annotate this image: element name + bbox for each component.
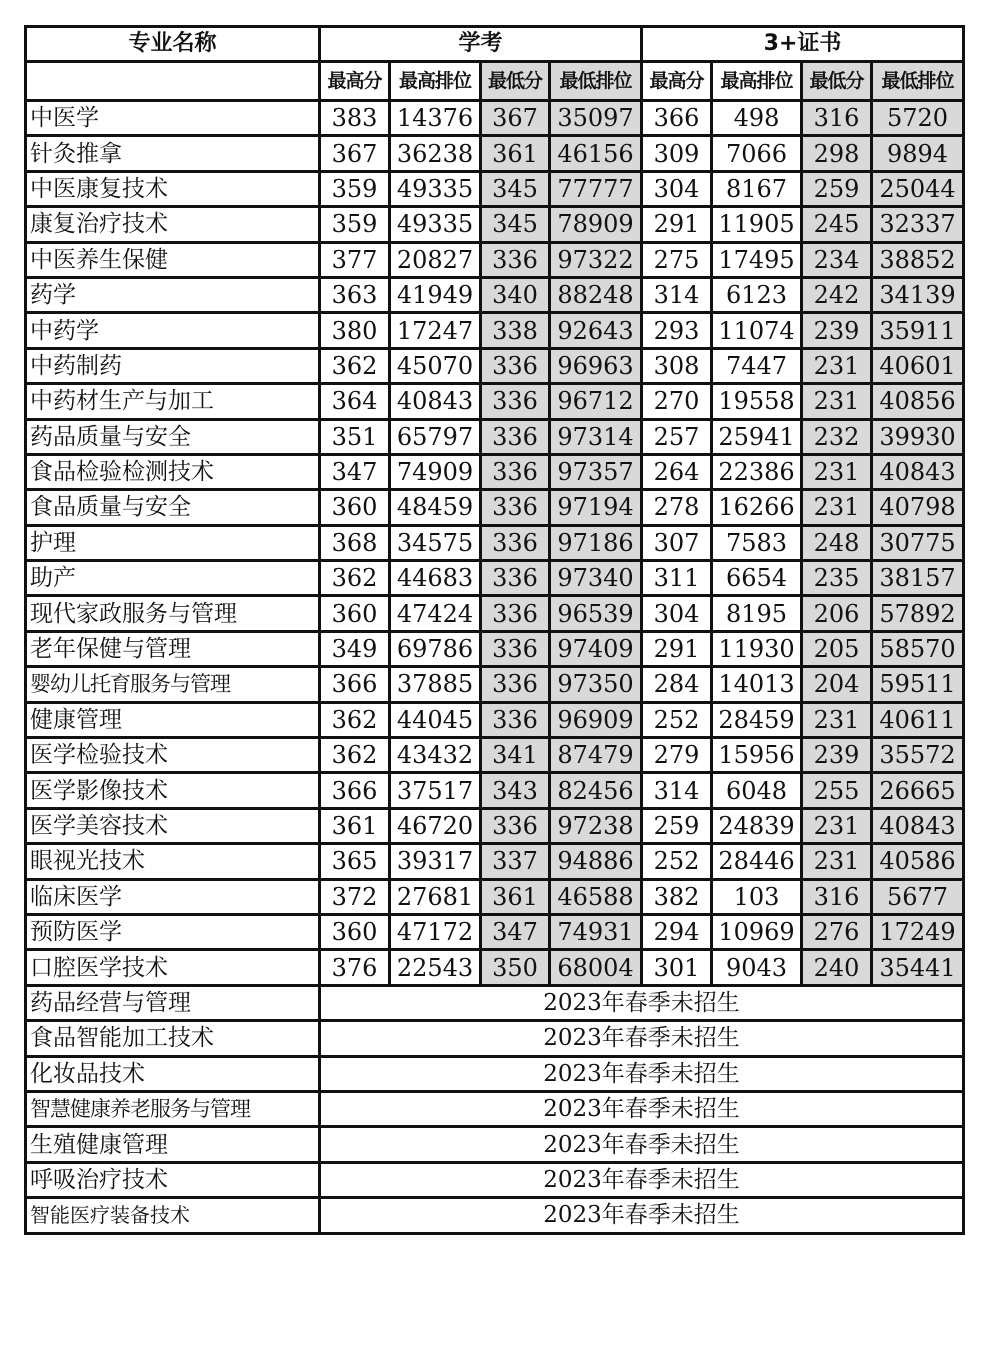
xk-max-score-cell: 377 (320, 242, 390, 277)
zs-max-rank-cell: 28459 (712, 702, 802, 737)
zs-min-rank-cell: 40843 (872, 808, 964, 843)
xk-max-score-cell: 372 (320, 879, 390, 914)
table-row-not-enrolled (26, 1162, 964, 1197)
table-row (26, 384, 964, 419)
major-name-cell: 医学影像技术 (26, 773, 320, 808)
zs-max-rank-cell: 28446 (712, 844, 802, 879)
xk-max-rank-cell: 49335 (390, 207, 481, 242)
xk-max-score-cell: 360 (320, 914, 390, 949)
xk-min-score-cell: 345 (481, 171, 550, 206)
zs-max-rank-cell: 17495 (712, 242, 802, 277)
xk-min-score-cell: 340 (481, 277, 550, 312)
header-xk-min-score: 最低分 (481, 62, 550, 101)
zs-min-score-cell: 231 (802, 844, 872, 879)
zs-min-score-cell: 239 (802, 738, 872, 773)
xk-max-score-cell: 365 (320, 844, 390, 879)
header-xk-min-rank: 最低排位 (550, 62, 642, 101)
zs-max-score-cell: 293 (642, 313, 712, 348)
table-row-not-enrolled (26, 1021, 964, 1056)
zs-max-score-cell: 314 (642, 277, 712, 312)
header-group-3plus-certificate: 3+证书 (642, 27, 964, 62)
xk-max-rank-cell: 43432 (390, 738, 481, 773)
zs-min-rank-cell: 17249 (872, 914, 964, 949)
zs-min-score-cell: 235 (802, 561, 872, 596)
xk-min-rank-cell: 77777 (550, 171, 642, 206)
header-zs-min-rank: 最低排位 (872, 62, 964, 101)
xk-max-rank-cell: 39317 (390, 844, 481, 879)
xk-min-rank-cell: 97357 (550, 454, 642, 489)
xk-min-rank-cell: 97409 (550, 631, 642, 666)
major-name-cell: 婴幼儿托育服务与管理 (26, 667, 320, 702)
zs-max-rank-cell: 10969 (712, 914, 802, 949)
xk-min-score-cell: 336 (481, 561, 550, 596)
zs-min-score-cell: 248 (802, 525, 872, 560)
zs-min-score-cell: 316 (802, 879, 872, 914)
major-name-cell: 助产 (26, 561, 320, 596)
xk-max-score-cell: 349 (320, 631, 390, 666)
major-name-cell: 中医学 (26, 101, 320, 136)
zs-max-score-cell: 311 (642, 561, 712, 596)
xk-max-rank-cell: 34575 (390, 525, 481, 560)
table-row (26, 171, 964, 206)
table-row-not-enrolled (26, 1198, 964, 1233)
zs-max-score-cell: 264 (642, 454, 712, 489)
xk-min-rank-cell: 96539 (550, 596, 642, 631)
header-zs-min-score: 最低分 (802, 62, 872, 101)
zs-max-rank-cell: 7447 (712, 348, 802, 383)
table-row (26, 596, 964, 631)
zs-min-rank-cell: 58570 (872, 631, 964, 666)
xk-min-rank-cell: 96963 (550, 348, 642, 383)
xk-min-rank-cell: 92643 (550, 313, 642, 348)
xk-min-score-cell: 336 (481, 242, 550, 277)
admission-score-table (24, 25, 965, 1235)
zs-max-score-cell: 304 (642, 596, 712, 631)
zs-max-score-cell: 366 (642, 101, 712, 136)
zs-max-score-cell: 382 (642, 879, 712, 914)
zs-min-score-cell: 234 (802, 242, 872, 277)
zs-max-rank-cell: 11930 (712, 631, 802, 666)
zs-min-rank-cell: 39930 (872, 419, 964, 454)
table-row-not-enrolled (26, 985, 964, 1020)
zs-max-rank-cell: 22386 (712, 454, 802, 489)
xk-min-score-cell: 336 (481, 596, 550, 631)
major-name-cell: 药学 (26, 277, 320, 312)
xk-min-rank-cell: 97194 (550, 490, 642, 525)
xk-max-rank-cell: 37885 (390, 667, 481, 702)
zs-max-rank-cell: 11905 (712, 207, 802, 242)
xk-min-score-cell: 336 (481, 808, 550, 843)
xk-max-rank-cell: 44045 (390, 702, 481, 737)
xk-max-score-cell: 380 (320, 313, 390, 348)
header-group-xuekao: 学考 (320, 27, 642, 62)
major-name-cell: 智慧健康养老服务与管理 (26, 1091, 320, 1126)
zs-min-rank-cell: 40611 (872, 702, 964, 737)
xk-max-rank-cell: 45070 (390, 348, 481, 383)
xk-max-score-cell: 360 (320, 596, 390, 631)
zs-min-score-cell: 298 (802, 136, 872, 171)
table-row (26, 950, 964, 985)
zs-min-rank-cell: 40601 (872, 348, 964, 383)
xk-max-score-cell: 362 (320, 702, 390, 737)
zs-min-rank-cell: 25044 (872, 171, 964, 206)
major-name-cell: 中医养生保健 (26, 242, 320, 277)
zs-min-rank-cell: 26665 (872, 773, 964, 808)
xk-max-rank-cell: 74909 (390, 454, 481, 489)
zs-max-score-cell: 301 (642, 950, 712, 985)
major-name-cell: 医学检验技术 (26, 738, 320, 773)
table-row (26, 136, 964, 171)
xk-max-rank-cell: 37517 (390, 773, 481, 808)
zs-min-score-cell: 245 (802, 207, 872, 242)
xk-max-score-cell: 364 (320, 384, 390, 419)
not-enrolled-note: 2023年春季未招生 (320, 1021, 964, 1056)
xk-min-rank-cell: 97340 (550, 561, 642, 596)
xk-min-rank-cell: 97350 (550, 667, 642, 702)
xk-max-rank-cell: 36238 (390, 136, 481, 171)
table-row (26, 879, 964, 914)
zs-min-score-cell: 316 (802, 101, 872, 136)
xk-min-rank-cell: 68004 (550, 950, 642, 985)
xk-max-rank-cell: 22543 (390, 950, 481, 985)
table-row (26, 419, 964, 454)
xk-max-score-cell: 347 (320, 454, 390, 489)
xk-max-score-cell: 361 (320, 808, 390, 843)
xk-max-score-cell: 376 (320, 950, 390, 985)
major-name-cell: 化妆品技术 (26, 1056, 320, 1091)
zs-max-score-cell: 270 (642, 384, 712, 419)
zs-max-rank-cell: 11074 (712, 313, 802, 348)
table-row (26, 207, 964, 242)
xk-min-rank-cell: 97322 (550, 242, 642, 277)
xk-max-rank-cell: 44683 (390, 561, 481, 596)
xk-min-score-cell: 345 (481, 207, 550, 242)
xk-min-score-cell: 338 (481, 313, 550, 348)
xk-max-score-cell: 360 (320, 490, 390, 525)
table-row (26, 490, 964, 525)
xk-max-rank-cell: 41949 (390, 277, 481, 312)
table-row (26, 738, 964, 773)
zs-max-score-cell: 294 (642, 914, 712, 949)
xk-min-score-cell: 367 (481, 101, 550, 136)
major-name-cell: 口腔医学技术 (26, 950, 320, 985)
zs-max-rank-cell: 25941 (712, 419, 802, 454)
xk-max-rank-cell: 17247 (390, 313, 481, 348)
xk-min-rank-cell: 78909 (550, 207, 642, 242)
xk-max-rank-cell: 47424 (390, 596, 481, 631)
zs-max-rank-cell: 7066 (712, 136, 802, 171)
major-name-cell: 药品质量与安全 (26, 419, 320, 454)
table-row (26, 454, 964, 489)
xk-min-score-cell: 336 (481, 490, 550, 525)
table-row (26, 631, 964, 666)
major-name-cell: 食品检验检测技术 (26, 454, 320, 489)
xk-min-score-cell: 337 (481, 844, 550, 879)
table-row (26, 914, 964, 949)
zs-max-rank-cell: 498 (712, 101, 802, 136)
xk-min-rank-cell: 88248 (550, 277, 642, 312)
xk-min-rank-cell: 35097 (550, 101, 642, 136)
zs-min-score-cell: 231 (802, 384, 872, 419)
xk-min-score-cell: 336 (481, 384, 550, 419)
xk-max-score-cell: 368 (320, 525, 390, 560)
zs-min-rank-cell: 40798 (872, 490, 964, 525)
zs-max-score-cell: 252 (642, 844, 712, 879)
xk-min-score-cell: 336 (481, 631, 550, 666)
xk-max-rank-cell: 27681 (390, 879, 481, 914)
zs-max-score-cell: 291 (642, 207, 712, 242)
xk-min-score-cell: 336 (481, 525, 550, 560)
table-row (26, 313, 964, 348)
table-row-not-enrolled (26, 1127, 964, 1162)
header-row-subcolumns (26, 62, 964, 101)
table-row (26, 561, 964, 596)
table-row (26, 808, 964, 843)
zs-max-score-cell: 307 (642, 525, 712, 560)
major-name-cell: 中药材生产与加工 (26, 384, 320, 419)
table-row (26, 525, 964, 560)
xk-min-score-cell: 361 (481, 879, 550, 914)
xk-min-rank-cell: 82456 (550, 773, 642, 808)
table-row (26, 844, 964, 879)
zs-min-rank-cell: 38157 (872, 561, 964, 596)
xk-min-score-cell: 361 (481, 136, 550, 171)
zs-max-score-cell: 291 (642, 631, 712, 666)
zs-min-score-cell: 204 (802, 667, 872, 702)
xk-min-score-cell: 336 (481, 419, 550, 454)
xk-max-score-cell: 362 (320, 738, 390, 773)
zs-max-score-cell: 257 (642, 419, 712, 454)
xk-min-score-cell: 336 (481, 702, 550, 737)
xk-max-rank-cell: 69786 (390, 631, 481, 666)
zs-min-rank-cell: 40843 (872, 454, 964, 489)
table-row (26, 667, 964, 702)
zs-min-score-cell: 231 (802, 348, 872, 383)
major-name-cell: 药品经营与管理 (26, 985, 320, 1020)
zs-max-rank-cell: 15956 (712, 738, 802, 773)
xk-max-score-cell: 366 (320, 667, 390, 702)
xk-min-score-cell: 343 (481, 773, 550, 808)
xk-max-rank-cell: 47172 (390, 914, 481, 949)
zs-max-rank-cell: 6048 (712, 773, 802, 808)
zs-max-rank-cell: 6654 (712, 561, 802, 596)
header-row-groups (26, 27, 964, 62)
zs-min-rank-cell: 5677 (872, 879, 964, 914)
zs-min-rank-cell: 32337 (872, 207, 964, 242)
zs-max-rank-cell: 16266 (712, 490, 802, 525)
zs-min-score-cell: 232 (802, 419, 872, 454)
zs-max-score-cell: 308 (642, 348, 712, 383)
xk-max-score-cell: 359 (320, 171, 390, 206)
xk-min-rank-cell: 74931 (550, 914, 642, 949)
zs-min-rank-cell: 30775 (872, 525, 964, 560)
zs-max-rank-cell: 103 (712, 879, 802, 914)
xk-min-score-cell: 336 (481, 454, 550, 489)
xk-min-score-cell: 336 (481, 348, 550, 383)
major-name-cell: 针灸推拿 (26, 136, 320, 171)
zs-min-score-cell: 240 (802, 950, 872, 985)
zs-max-score-cell: 279 (642, 738, 712, 773)
zs-min-rank-cell: 35572 (872, 738, 964, 773)
zs-max-rank-cell: 7583 (712, 525, 802, 560)
zs-min-rank-cell: 5720 (872, 101, 964, 136)
zs-max-rank-cell: 9043 (712, 950, 802, 985)
zs-min-rank-cell: 59511 (872, 667, 964, 702)
xk-max-rank-cell: 48459 (390, 490, 481, 525)
xk-min-rank-cell: 94886 (550, 844, 642, 879)
xk-max-score-cell: 363 (320, 277, 390, 312)
zs-min-score-cell: 205 (802, 631, 872, 666)
zs-min-score-cell: 231 (802, 808, 872, 843)
major-name-cell: 生殖健康管理 (26, 1127, 320, 1162)
xk-max-score-cell: 366 (320, 773, 390, 808)
header-zs-max-rank: 最高排位 (712, 62, 802, 101)
zs-min-rank-cell: 35911 (872, 313, 964, 348)
zs-max-score-cell: 259 (642, 808, 712, 843)
major-name-cell: 呼吸治疗技术 (26, 1162, 320, 1197)
header-zs-max-score: 最高分 (642, 62, 712, 101)
major-name-cell: 健康管理 (26, 702, 320, 737)
table-row (26, 101, 964, 136)
header-xk-max-score: 最高分 (320, 62, 390, 101)
zs-max-score-cell: 284 (642, 667, 712, 702)
zs-min-score-cell: 231 (802, 490, 872, 525)
zs-max-score-cell: 314 (642, 773, 712, 808)
not-enrolled-note: 2023年春季未招生 (320, 1056, 964, 1091)
not-enrolled-note: 2023年春季未招生 (320, 1091, 964, 1126)
not-enrolled-note: 2023年春季未招生 (320, 1127, 964, 1162)
table-row (26, 773, 964, 808)
major-name-cell: 食品智能加工技术 (26, 1021, 320, 1056)
xk-max-rank-cell: 14376 (390, 101, 481, 136)
major-name-cell: 现代家政服务与管理 (26, 596, 320, 631)
table-row-not-enrolled (26, 1091, 964, 1126)
zs-min-rank-cell: 40586 (872, 844, 964, 879)
major-name-cell: 中药制药 (26, 348, 320, 383)
major-name-cell: 预防医学 (26, 914, 320, 949)
zs-max-rank-cell: 24839 (712, 808, 802, 843)
zs-max-rank-cell: 8167 (712, 171, 802, 206)
major-name-cell: 医学美容技术 (26, 808, 320, 843)
not-enrolled-note: 2023年春季未招生 (320, 1198, 964, 1233)
zs-max-score-cell: 278 (642, 490, 712, 525)
zs-max-rank-cell: 14013 (712, 667, 802, 702)
major-name-cell: 中医康复技术 (26, 171, 320, 206)
xk-max-score-cell: 359 (320, 207, 390, 242)
header-xk-max-rank: 最高排位 (390, 62, 481, 101)
xk-min-rank-cell: 97314 (550, 419, 642, 454)
table-row (26, 277, 964, 312)
xk-max-rank-cell: 20827 (390, 242, 481, 277)
zs-min-rank-cell: 34139 (872, 277, 964, 312)
xk-min-rank-cell: 46588 (550, 879, 642, 914)
xk-max-score-cell: 383 (320, 101, 390, 136)
major-name-cell: 老年保健与管理 (26, 631, 320, 666)
xk-max-score-cell: 367 (320, 136, 390, 171)
zs-min-score-cell: 242 (802, 277, 872, 312)
zs-min-score-cell: 206 (802, 596, 872, 631)
zs-min-rank-cell: 38852 (872, 242, 964, 277)
major-name-cell: 康复治疗技术 (26, 207, 320, 242)
table-row (26, 242, 964, 277)
xk-min-rank-cell: 46156 (550, 136, 642, 171)
xk-max-rank-cell: 40843 (390, 384, 481, 419)
major-name-cell: 护理 (26, 525, 320, 560)
zs-min-score-cell: 255 (802, 773, 872, 808)
xk-min-rank-cell: 96712 (550, 384, 642, 419)
xk-max-rank-cell: 65797 (390, 419, 481, 454)
zs-max-rank-cell: 19558 (712, 384, 802, 419)
major-name-cell: 智能医疗装备技术 (26, 1198, 320, 1233)
xk-max-rank-cell: 49335 (390, 171, 481, 206)
xk-max-score-cell: 362 (320, 561, 390, 596)
header-major-name: 专业名称 (26, 27, 320, 62)
xk-max-score-cell: 362 (320, 348, 390, 383)
xk-min-rank-cell: 96909 (550, 702, 642, 737)
zs-min-score-cell: 259 (802, 171, 872, 206)
not-enrolled-note: 2023年春季未招生 (320, 985, 964, 1020)
zs-max-score-cell: 309 (642, 136, 712, 171)
xk-min-score-cell: 350 (481, 950, 550, 985)
major-name-cell: 临床医学 (26, 879, 320, 914)
zs-min-score-cell: 231 (802, 454, 872, 489)
major-name-cell: 眼视光技术 (26, 844, 320, 879)
table-row (26, 348, 964, 383)
xk-min-score-cell: 347 (481, 914, 550, 949)
zs-max-rank-cell: 6123 (712, 277, 802, 312)
xk-min-score-cell: 336 (481, 667, 550, 702)
zs-min-score-cell: 231 (802, 702, 872, 737)
table-row-not-enrolled (26, 1056, 964, 1091)
xk-min-rank-cell: 87479 (550, 738, 642, 773)
xk-min-score-cell: 341 (481, 738, 550, 773)
table-row (26, 702, 964, 737)
zs-max-score-cell: 275 (642, 242, 712, 277)
not-enrolled-note: 2023年春季未招生 (320, 1162, 964, 1197)
zs-min-rank-cell: 40856 (872, 384, 964, 419)
zs-min-rank-cell: 57892 (872, 596, 964, 631)
zs-max-score-cell: 304 (642, 171, 712, 206)
zs-min-rank-cell: 9894 (872, 136, 964, 171)
xk-min-rank-cell: 97238 (550, 808, 642, 843)
zs-max-score-cell: 252 (642, 702, 712, 737)
zs-max-rank-cell: 8195 (712, 596, 802, 631)
major-name-cell: 中药学 (26, 313, 320, 348)
xk-max-rank-cell: 46720 (390, 808, 481, 843)
xk-max-score-cell: 351 (320, 419, 390, 454)
zs-min-score-cell: 276 (802, 914, 872, 949)
xk-min-rank-cell: 97186 (550, 525, 642, 560)
zs-min-rank-cell: 35441 (872, 950, 964, 985)
major-name-cell: 食品质量与安全 (26, 490, 320, 525)
header-blank-cell (26, 62, 320, 101)
zs-min-score-cell: 239 (802, 313, 872, 348)
